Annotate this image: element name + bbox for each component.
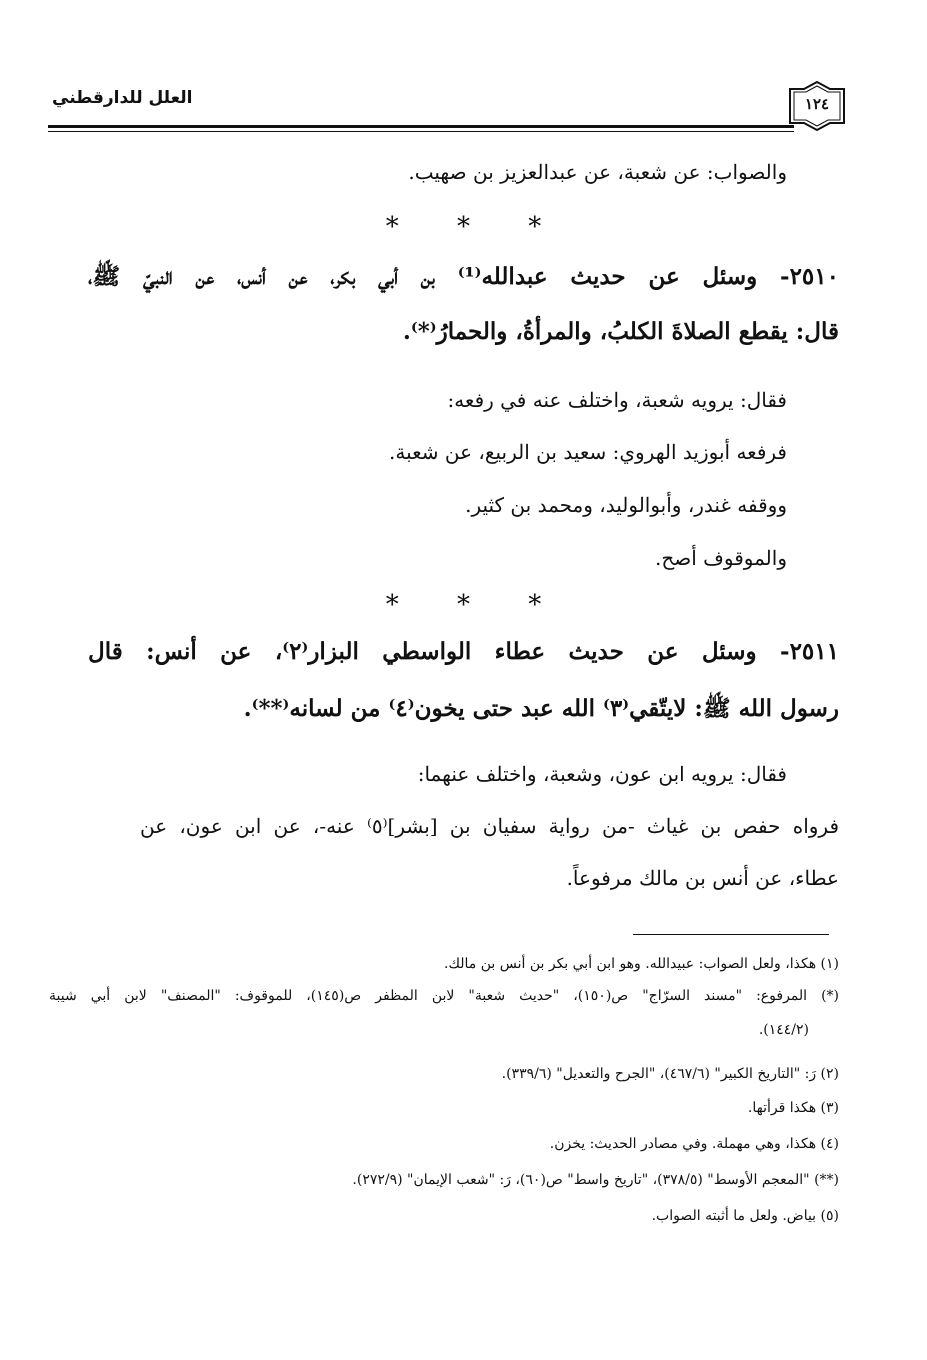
entry-2510-answer-3: ووقفه غندر، وأبوالوليد، ومحمد بن كثير. xyxy=(465,493,787,517)
footnote-2: (٢) رَ: "التاريخ الكبير" (٤٦٧/٦)، "الجرح والتعديل" (٣٣٩/٦). xyxy=(501,1066,839,1082)
separator-stars: * * * xyxy=(385,212,542,242)
intro-line: والصواب: عن شعبة، عن عبدالعزيز بن صهيب. xyxy=(408,160,787,184)
footnote-separator xyxy=(633,934,829,935)
entry-2510-heading-line1: ٢٥١٠- وسئل عن حديث عبدالله⁽¹⁾ بن أبي بكر، عن أنس، عن النبيّ ﷺ، xyxy=(88,263,839,290)
entry-2510-answer-4: والموقوف أصح. xyxy=(655,546,787,570)
separator-stars-2: * * * xyxy=(385,590,542,620)
footnote-1: (١) هكذا، ولعل الصواب: عبيدالله. وهو ابن أبي بكر بن أنس بن مالك. xyxy=(444,956,839,972)
entry-2511-answer-3: عطاء، عن أنس بن مالك مرفوعاً. xyxy=(566,866,839,890)
header-rule-thick xyxy=(48,125,794,128)
entry-2511-answer-2: فرواه حفص بن غياث -من رواية سفيان بن [بشر]⁽٥⁾ عنه-، عن ابن عون، عن xyxy=(140,814,840,838)
footnote-4: (٤) هكذا، وهي مهملة. وفي مصادر الحديث: يخزن. xyxy=(549,1136,839,1152)
book-title: العلل للدارقطني xyxy=(52,88,193,108)
footnote-5: (٥) بياض. ولعل ما أثبته الصواب. xyxy=(651,1208,839,1224)
header-rule-thin xyxy=(48,131,794,132)
entry-2511-answer-1: فقال: يرويه ابن عون، وشعبة، واختلف عنهما: xyxy=(417,762,787,786)
footnote-double-star: (**) "المعجم الأوسط" (٣٧٨/٥)، "تاريخ واسط" ص(٦٠)، رَ: "شعب الإيمان" (٢٧٢/٩). xyxy=(352,1172,839,1188)
entry-2511-heading-line2: رسول الله ﷺ: لايتّقي⁽٣⁾ الله عبد حتى يخون⁽٤⁾ من لسانه⁽**⁾. xyxy=(243,695,839,722)
entry-2510-answer-2: فرفعه أبوزيد الهروي: سعيد بن الربيع، عن شعبة. xyxy=(389,440,787,464)
entry-2510-heading-line2: قال: يقطع الصلاةَ الكلبُ، والمرأةُ، والحمارُ⁽*⁾. xyxy=(402,318,839,345)
footnote-star-cont: (١٤٤/٢). xyxy=(758,1022,809,1038)
page-header xyxy=(48,82,848,122)
page-number-badge xyxy=(786,80,848,132)
entry-2511-heading-line1: ٢٥١١- وسئل عن حديث عطاء الواسطي البزار⁽٢⁾، عن أنس: قال xyxy=(88,638,839,665)
footnote-star: (*) المرفوع: "مسند السرّاج" ص(١٥٠)، "حديث شعبة" لابن المظفر ص(١٤٥)، للموقوف: "المصنف" لابن أبي شيبة xyxy=(49,988,840,1004)
footnote-3: (٣) هكذا قرأتها. xyxy=(747,1100,839,1116)
page-number: ١٢٤ xyxy=(804,95,830,113)
entry-2510-answer-1: فقال: يرويه شعبة، واختلف عنه في رفعه: xyxy=(447,388,787,412)
